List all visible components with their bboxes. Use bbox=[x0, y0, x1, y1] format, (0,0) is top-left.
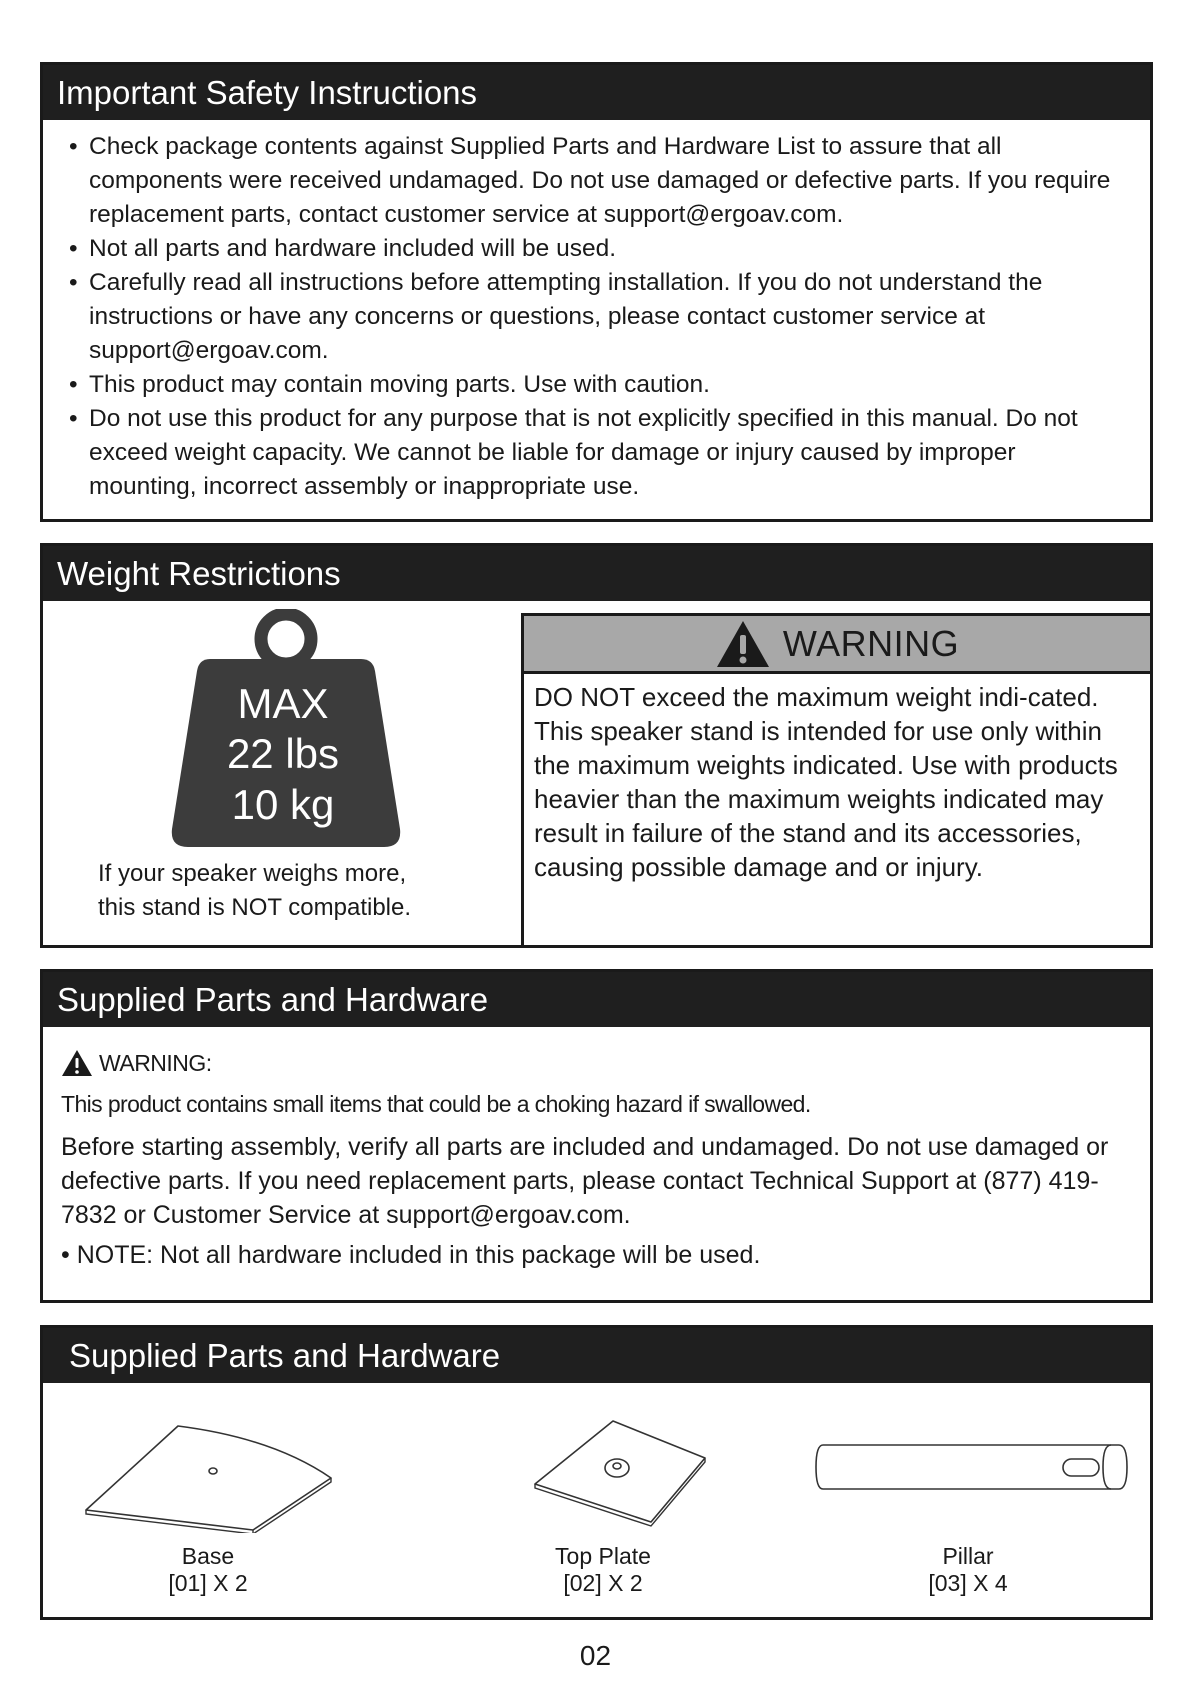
top-plate-illustration bbox=[533, 1418, 708, 1528]
safety-item: • Do not use this product for any purpose that is not explicitly specified in this manual. Do not exceed weight capacity. We cannot be liable for damage or injury caused by improper mounting, incorrect assembly or inappropriate use. bbox=[69, 402, 1126, 504]
base-plate-illustration bbox=[83, 1418, 333, 1533]
safety-item: • Not all parts and hardware included will be used. bbox=[69, 232, 1126, 266]
warning-triangle-icon bbox=[715, 619, 771, 669]
part-qty: [01] X 2 bbox=[168, 1570, 248, 1596]
note-line: • NOTE: Not all hardware included in this package will be used. bbox=[61, 1241, 761, 1269]
warning-title: WARNING bbox=[782, 622, 960, 664]
safety-title: Important Safety Instructions bbox=[43, 65, 1150, 120]
warning-header bbox=[524, 616, 1150, 674]
weight-caption bbox=[98, 857, 411, 925]
note-text: : Not all hardware included in this package will be used. bbox=[146, 1241, 761, 1269]
choking-hazard-text: This product contains small items that could be a choking hazard if swallowed. bbox=[61, 1091, 811, 1117]
part-pillar bbox=[818, 1383, 1118, 1615]
weight-section bbox=[40, 543, 1153, 948]
note-label: NOTE bbox=[76, 1241, 147, 1269]
safety-section bbox=[40, 62, 1153, 522]
hardware-notes-section bbox=[40, 969, 1153, 1303]
warning-box bbox=[521, 613, 1150, 947]
max-kg: 10 kg bbox=[231, 781, 335, 828]
warning-triangle-icon bbox=[61, 1049, 93, 1077]
safety-item: • Check package contents against Supplied Parts and Hardware List to assure that all components were received undamaged. Do not use damaged or defective parts. If you require replacement parts, contact customer service at support@ergoav.com. bbox=[69, 130, 1126, 232]
part-name: Base bbox=[181, 1543, 235, 1569]
part-label bbox=[453, 1543, 753, 1597]
safety-item: • Carefully read all instructions before attempting installation. If you do not understand the instructions or have any concerns or questions, please contact customer service at support@ergoav.com. bbox=[69, 266, 1126, 368]
max-lbs: 22 lbs bbox=[226, 730, 340, 777]
parts-section bbox=[40, 1325, 1153, 1620]
hardware-warning-label: WARNING: bbox=[99, 1049, 212, 1076]
part-top-plate bbox=[453, 1383, 753, 1615]
pillar-illustration bbox=[813, 1443, 1133, 1493]
parts-title: Supplied Parts and Hardware bbox=[43, 1328, 1150, 1383]
part-name: Pillar bbox=[942, 1543, 994, 1569]
safety-list bbox=[43, 120, 1150, 504]
part-qty: [03] X 4 bbox=[928, 1570, 1008, 1596]
warning-text: DO NOT exceed the maximum weight indi-cated. This speaker stand is intended for use only within the maximum weights indicated. Use with products heavier than the maximum weights indicated may result in failure of the stand and its accessories, causing possible damage and or injury. bbox=[534, 682, 1118, 882]
part-label bbox=[58, 1543, 358, 1597]
part-label bbox=[818, 1543, 1118, 1597]
page-number: 02 bbox=[579, 1640, 612, 1671]
part-qty: [02] X 2 bbox=[563, 1570, 643, 1596]
caption-line-2: this stand is NOT compatible. bbox=[98, 894, 412, 921]
max-label: MAX bbox=[237, 680, 329, 727]
verify-parts-text: Before starting assembly, verify all parts are included and undamaged. Do not use damaged or defective parts. If you need replacement parts, please contact Technical Support at (877) 419-7832 or Customer Service at support@ergoav.com. bbox=[61, 1133, 1109, 1229]
caption-line-1: If your speaker weighs more, bbox=[98, 860, 407, 887]
weight-title: Weight Restrictions bbox=[43, 546, 1150, 601]
part-base bbox=[58, 1383, 358, 1615]
part-name: Top Plate bbox=[555, 1543, 651, 1569]
hardware-notes-title: Supplied Parts and Hardware bbox=[43, 972, 1150, 1027]
hardware-warning-line bbox=[61, 1049, 1130, 1077]
safety-item: • This product may contain moving parts. Use with caution. bbox=[69, 368, 1126, 402]
